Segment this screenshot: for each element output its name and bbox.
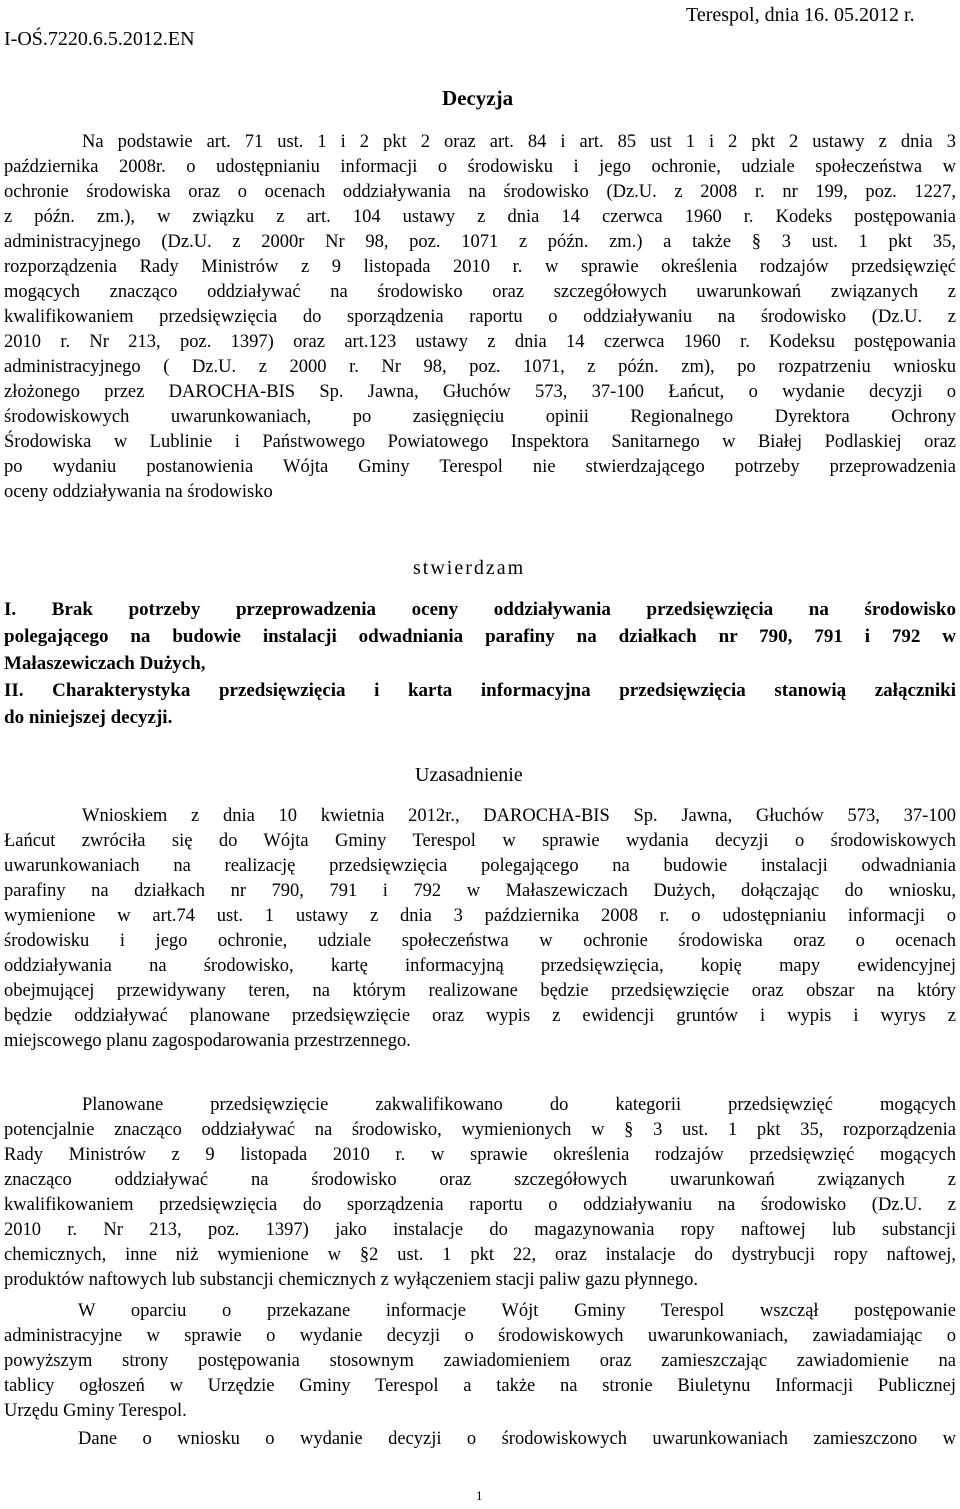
paragraph-line: znacząco oddziaływać na środowisko oraz szczegółowych uwarunkowań związanych z — [4, 1170, 956, 1190]
basis-line: 2010 r. Nr 213, poz. 1397) oraz art.123 ustawy z dnia 14 czerwca 1960 r. Kodeksu postępowania — [4, 332, 956, 352]
basis-line: Środowiska w Lublinie i Państwowego Powiatowego Inspektora Sanitarnego w Białej Podlaskiej oraz — [4, 432, 956, 452]
basis-line: rozporządzenia Rady Ministrów z 9 listopada 2010 r. w sprawie określenia rodzajów przedsięwzięć — [4, 257, 956, 277]
paragraph-line: Rady Ministrów z 9 listopada 2010 r. w sprawie określenia rodzajów przedsięwzięć mogących — [4, 1145, 956, 1165]
paragraph-line: miejscowego planu zagospodarowania przestrzennego. — [4, 1031, 411, 1051]
justification-paragraph-1 — [4, 804, 956, 1054]
paragraph-line: kwalifikowaniem przedsięwzięcia do sporządzenia raportu o oddziaływaniu na środowisko (Dz.U. z — [4, 1195, 956, 1215]
paragraph-line: 2010 r. Nr 213, poz. 1397) jako instalacje do magazynowania ropy naftowej lub substancji — [4, 1220, 956, 1240]
basis-line: kwalifikowaniem przedsięwzięcia do sporządzenia raportu o oddziaływaniu na środowisko (Dz.U. z — [4, 307, 956, 327]
document-title: Decyzja — [442, 86, 514, 110]
page-number: 1 — [476, 1488, 483, 1503]
paragraph-line: tablicy ogłoszeń w Urzędzie Gminy Terespol a także na stronie Biuletynu Informacji Publicznej — [4, 1376, 956, 1396]
decision-line: Małaszewiczach Dużych, — [4, 653, 206, 674]
paragraph-line: W oparciu o przekazane informacje Wójt Gminy Terespol wszczął postępowanie — [78, 1301, 956, 1321]
paragraph-line: administracyjne w sprawie o wydanie decyzji o środowiskowych uwarunkowaniach, zawiadamiając o — [4, 1326, 956, 1346]
basis-line: ochronie środowiska oraz o ocenach oddziaływania na środowisko (Dz.U. z 2008 r. nr 199, poz. 1227, — [4, 182, 956, 202]
paragraph-line: uwarunkowaniach na realizację przedsięwzięcia polegającego na budowie instalacji odwadniania — [4, 856, 956, 876]
decision-line: polegającego na budowie instalacji odwadniania parafiny na działkach nr 790, 791 i 792 w — [4, 626, 956, 647]
place-date: Terespol, dnia 16. 05.2012 r. — [686, 4, 915, 26]
basis-line: mogących znacząco oddziaływać na środowisko oraz szczegółowych uwarunkowań związanych z — [4, 282, 956, 302]
decision-points — [4, 596, 956, 731]
basis-line: po wydaniu postanowienia Wójta Gminy Terespol nie stwierdzającego potrzeby przeprowadzenia — [4, 457, 956, 477]
decision-line: do niniejszej decyzji. — [4, 707, 173, 728]
paragraph-line: oddziaływania na środowisko, kartę informacyjną przedsięwzięcia, kopię mapy ewidencyjnej — [4, 956, 956, 976]
basis-line: oceny oddziaływania na środowisko — [4, 482, 273, 502]
justification-heading: Uzasadnienie — [415, 764, 523, 786]
paragraph-line: parafiny na działkach nr 790, 791 i 792 w Małaszewiczach Dużych, dołączając do wniosku, — [4, 881, 956, 901]
paragraph-line: środowisku i jego ochronie, udziale społeczeństwa w ochronie środowiska oraz o ocenach — [4, 931, 956, 951]
paragraph-line: potencjalnie znacząco oddziaływać na środowisko, wymienionych w § 3 ust. 1 pkt 35, rozporządzenia — [4, 1120, 956, 1140]
decision-line: I. Brak potrzeby przeprowadzenia oceny oddziaływania przedsięwzięcia na środowisko — [4, 599, 956, 620]
justification-paragraph-4 — [4, 1427, 956, 1452]
paragraph-line: Łańcut zwróciła się do Wójta Gminy Terespol w sprawie wydania decyzji o środowiskowych — [4, 831, 956, 851]
paragraph-line: Wnioskiem z dnia 10 kwietnia 2012r., DAROCHA-BIS Sp. Jawna, Głuchów 573, 37-100 — [82, 806, 956, 826]
paragraph-line: obejmującej przewidywany teren, na którym realizowane będzie przedsięwzięcie oraz obszar na który — [4, 981, 956, 1001]
paragraph-line: produktów naftowych lub substancji chemicznych z wyłączeniem stacji paliw gazu płynnego. — [4, 1270, 699, 1290]
basis-line: z późn. zm.), w związku z art. 104 ustawy z dnia 14 czerwca 1960 r. Kodeks postępowania — [4, 207, 956, 227]
case-number: I-OŚ.7220.6.5.2012.EN — [4, 28, 195, 50]
paragraph-line: Planowane przedsięwzięcie zakwalifikowano do kategorii przedsięwzięć mogących — [82, 1095, 956, 1115]
basis-line: administracyjnego (Dz.U. z 2000r Nr 98, poz. 1071 z późn. zm.) a także § 3 ust. 1 pkt 35, — [4, 232, 956, 252]
basis-line: złożonego przez DAROCHA-BIS Sp. Jawna, Głuchów 573, 37-100 Łańcut, o wydanie decyzji o — [4, 382, 956, 402]
paragraph-line: Dane o wniosku o wydanie decyzji o środowiskowych uwarunkowaniach zamieszczono w — [78, 1429, 956, 1449]
decision-line: II. Charakterystyka przedsięwzięcia i karta informacyjna przedsięwzięcia stanowią załączniki — [4, 680, 956, 701]
basis-line: administracyjnego ( Dz.U. z 2000 r. Nr 98, poz. 1071, z późn. zm), po rozpatrzeniu wniosku — [4, 357, 956, 377]
justification-paragraph-3 — [4, 1299, 956, 1424]
verdict-heading: stwierdzam — [413, 557, 526, 579]
basis-line: Na podstawie art. 71 ust. 1 i 2 pkt 2 oraz art. 84 i art. 85 ust 1 i 2 pkt 2 ustawy z dnia 3 — [82, 132, 956, 152]
paragraph-line: Urzędu Gminy Terespol. — [4, 1401, 187, 1421]
paragraph-line: będzie oddziaływać planowane przedsięwzięcie oraz wypis z ewidencji gruntów i wypis i wyrys z — [4, 1006, 956, 1026]
basis-line: października 2008r. o udostępnianiu informacji o środowisku i jego ochronie, udziale społeczeństwa w — [4, 157, 956, 177]
basis-line: środowiskowych uwarunkowaniach, po zasięgnięciu opinii Regionalnego Dyrektora Ochrony — [4, 407, 956, 427]
paragraph-line: powyższym strony postępowania stosownym zawiadomieniem oraz zamieszczając zawiadomienie na — [4, 1351, 956, 1371]
justification-paragraph-2 — [4, 1093, 956, 1293]
paragraph-line: wymienione w art.74 ust. 1 ustawy z dnia 3 października 2008 r. o udostępnianiu informacji o — [4, 906, 956, 926]
paragraph-line: chemicznych, inne niż wymienione w §2 ust. 1 pkt 22, oraz instalacje do dystrybucji ropy naftowej, — [4, 1245, 956, 1265]
legal-basis-paragraph — [4, 130, 956, 505]
